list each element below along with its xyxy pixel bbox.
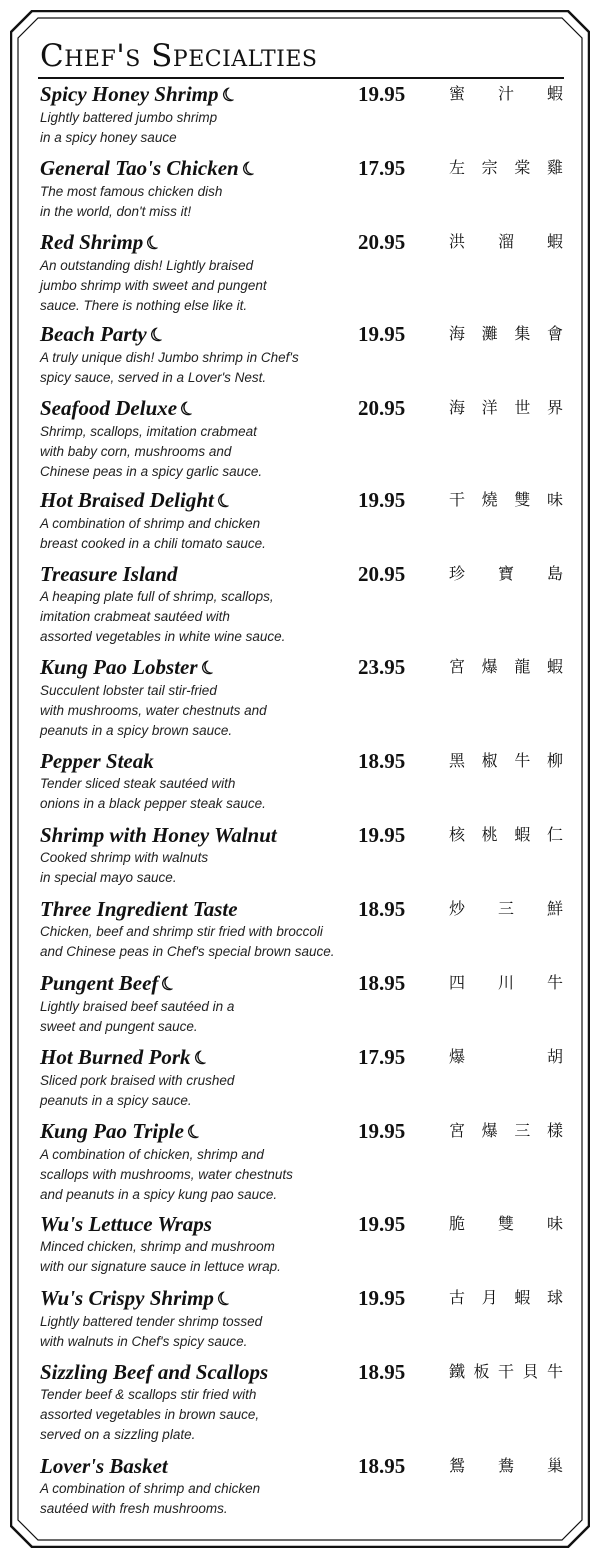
item-price: 19.95 — [358, 82, 406, 106]
chinese-character: 寶 — [497, 564, 514, 583]
item-price: 18.95 — [358, 749, 406, 773]
item-price: 17.95 — [358, 156, 406, 180]
chinese-character: 海 — [449, 398, 466, 417]
chinese-character: 海 — [449, 324, 466, 343]
item-name-text: Kung Pao Triple — [40, 1119, 184, 1143]
item-chinese-name — [449, 82, 563, 106]
item-description: Chicken, beef and shrimp stir fried with broccoli and Chinese peas in Chef's special brown sauce. — [40, 924, 335, 959]
chinese-character: 貝 — [522, 1362, 539, 1381]
chinese-character: 集 — [514, 324, 531, 343]
item-chinese-name — [449, 1212, 563, 1236]
chinese-character: 月 — [481, 1288, 498, 1307]
item-chinese-name — [449, 971, 563, 995]
chinese-character: 鮮 — [546, 899, 563, 918]
chinese-character: 左 — [449, 158, 466, 177]
chinese-character: 雙 — [497, 1214, 514, 1233]
chinese-character: 古 — [449, 1288, 466, 1307]
chinese-character: 胡 — [546, 1047, 563, 1066]
menu-item — [40, 562, 570, 647]
menu-item — [40, 82, 570, 148]
item-description: A combination of shrimp and chicken sautéed with fresh mushrooms. — [40, 1481, 261, 1516]
item-chinese-name — [449, 1454, 563, 1478]
chinese-character: 灘 — [481, 324, 498, 343]
item-name-text: Hot Burned Pork — [40, 1045, 191, 1069]
chinese-character: 牛 — [546, 973, 563, 992]
chinese-character: 川 — [497, 973, 514, 992]
title-divider — [38, 77, 564, 79]
chinese-character: 黑 — [449, 751, 466, 770]
item-chinese-name — [449, 1119, 563, 1143]
chili-pepper-icon: ☾ — [177, 396, 200, 422]
chinese-character: 洪 — [449, 232, 466, 251]
chinese-character: 樣 — [546, 1121, 563, 1140]
item-name-text: Spicy Honey Shrimp — [40, 82, 219, 106]
chinese-character: 島 — [546, 564, 563, 583]
menu-item — [40, 230, 570, 316]
chinese-character: 三 — [497, 899, 514, 918]
chinese-character: 宮 — [449, 657, 466, 676]
item-description: Lightly braised beef sautéed in a sweet and pungent sauce. — [40, 999, 235, 1034]
item-price: 19.95 — [358, 823, 406, 847]
item-chinese-name — [449, 562, 563, 586]
menu-item — [40, 971, 570, 1037]
chinese-character: 爆 — [449, 1047, 466, 1066]
chinese-character: 鴦 — [497, 1456, 514, 1475]
item-description: Tender beef & scallops stir fried with assorted vegetables in brown sauce, served on a sizzling plate. — [40, 1387, 260, 1442]
chinese-character: 椒 — [481, 751, 498, 770]
chinese-character: 雞 — [546, 158, 563, 177]
item-description: Shrimp, scallops, imitation crabmeat with baby corn, mushrooms and Chinese peas in a spicy garlic sauce. — [40, 424, 263, 479]
chinese-character: 四 — [449, 973, 466, 992]
chinese-character: 巢 — [546, 1456, 563, 1475]
item-price: 20.95 — [358, 230, 406, 254]
chinese-character: 蝦 — [546, 657, 563, 676]
item-chinese-name — [449, 1045, 563, 1069]
menu-item — [40, 1360, 570, 1445]
menu-item — [40, 1454, 570, 1519]
chinese-character: 柳 — [546, 751, 563, 770]
chinese-character: 仁 — [546, 825, 563, 844]
chinese-character: 汁 — [497, 84, 514, 103]
chinese-character: 牛 — [546, 1362, 563, 1381]
item-name-text: Lover's Basket — [40, 1454, 168, 1478]
chili-pepper-icon: ☾ — [213, 1286, 236, 1312]
item-chinese-name — [449, 655, 563, 679]
menu-item — [40, 897, 570, 962]
chinese-character: 珍 — [449, 564, 466, 583]
menu-item — [40, 1212, 570, 1277]
chinese-character: 龍 — [514, 657, 531, 676]
item-description: Minced chicken, shrimp and mushroom with our signature sauce in lettuce wrap. — [40, 1239, 281, 1274]
chinese-character: 核 — [449, 825, 466, 844]
item-description: A combination of chicken, shrimp and scallops with mushrooms, water chestnuts and peanuts in a spicy kung pao sauce. — [40, 1147, 293, 1202]
chinese-character: 蝦 — [546, 84, 563, 103]
chinese-character: 溜 — [497, 232, 514, 251]
item-chinese-name — [449, 1286, 563, 1310]
chili-pepper-icon: ☾ — [146, 322, 169, 348]
item-chinese-name — [449, 156, 563, 180]
chili-pepper-icon: ☾ — [218, 82, 241, 108]
item-description: A combination of shrimp and chicken breast cooked in a chili tomato sauce. — [40, 516, 266, 551]
item-price: 19.95 — [358, 1119, 406, 1143]
chinese-character: 洋 — [481, 398, 498, 417]
item-price: 19.95 — [358, 1286, 406, 1310]
chili-pepper-icon: ☾ — [190, 1045, 213, 1071]
chinese-character: 鐵 — [449, 1362, 466, 1381]
chinese-character: 蝦 — [514, 1288, 531, 1307]
item-price: 18.95 — [358, 1454, 406, 1478]
item-description: A truly unique dish! Jumbo shrimp in Chef's spicy sauce, served in a Lover's Nest. — [40, 350, 299, 385]
item-name-text: Hot Braised Delight — [40, 488, 214, 512]
chinese-character: 蝦 — [546, 232, 563, 251]
chinese-character: 味 — [546, 490, 563, 509]
item-price: 18.95 — [358, 1360, 406, 1384]
chinese-character: 會 — [546, 324, 563, 343]
item-name-text: Red Shrimp — [40, 230, 144, 254]
menu-item — [40, 1045, 570, 1111]
chili-pepper-icon: ☾ — [197, 655, 220, 681]
item-description: Cooked shrimp with walnuts in special mayo sauce. — [40, 850, 209, 885]
chinese-character: 蝦 — [514, 825, 531, 844]
item-price: 17.95 — [358, 1045, 406, 1069]
menu-item — [40, 1119, 570, 1205]
item-price: 18.95 — [358, 897, 406, 921]
item-name-text: Kung Pao Lobster — [40, 655, 198, 679]
menu-item — [40, 396, 570, 482]
item-name-text: Seafood Deluxe — [40, 396, 178, 420]
chinese-character: 宮 — [449, 1121, 466, 1140]
chinese-character: 界 — [546, 398, 563, 417]
item-chinese-name — [449, 488, 563, 512]
menu-item — [40, 749, 570, 814]
item-price: 18.95 — [358, 971, 406, 995]
item-description: An outstanding dish! Lightly braised jumbo shrimp with sweet and pungent sauce. There is nothing else like it. — [40, 258, 267, 313]
item-name-text: Treasure Island — [40, 562, 178, 586]
item-name-text: Pepper Steak — [40, 749, 154, 773]
chili-pepper-icon: ☾ — [183, 1119, 206, 1145]
item-name-text: Shrimp with Honey Walnut — [40, 823, 277, 847]
item-chinese-name — [449, 749, 563, 773]
section-title: Chef's Specialties — [40, 38, 318, 74]
item-name-text: General Tao's Chicken — [40, 156, 239, 180]
item-name-text: Wu's Crispy Shrimp — [40, 1286, 214, 1310]
menu-item — [40, 1286, 570, 1352]
menu-item — [40, 156, 570, 222]
item-name-text: Pungent Beef — [40, 971, 159, 995]
chinese-character: 板 — [473, 1362, 490, 1381]
item-description: Lightly battered jumbo shrimp in a spicy honey sauce — [40, 110, 218, 145]
chili-pepper-icon: ☾ — [213, 488, 236, 514]
item-name-text: Three Ingredient Taste — [40, 897, 238, 921]
item-description: Succulent lobster tail stir-fried with mushrooms, water chestnuts and peanuts in a spicy brown sauce. — [40, 683, 267, 738]
chinese-character: 蜜 — [449, 84, 466, 103]
chinese-character: 球 — [546, 1288, 563, 1307]
chinese-character: 干 — [497, 1362, 514, 1381]
item-name-text: Beach Party — [40, 322, 147, 346]
chinese-character: 爆 — [481, 657, 498, 676]
chinese-character: 鴛 — [449, 1456, 466, 1475]
item-chinese-name — [449, 322, 563, 346]
item-price: 20.95 — [358, 562, 406, 586]
chinese-character: 雙 — [514, 490, 531, 509]
chili-pepper-icon: ☾ — [143, 230, 166, 256]
item-chinese-name — [449, 396, 563, 420]
chinese-character: 棠 — [514, 158, 531, 177]
chinese-character: 宗 — [481, 158, 498, 177]
item-price: 19.95 — [358, 488, 406, 512]
item-description: A heaping plate full of shrimp, scallops, imitation crabmeat sautéed with assorted vegetables in white wine sauce. — [40, 589, 286, 644]
item-price: 20.95 — [358, 396, 406, 420]
chinese-character: 炒 — [449, 899, 466, 918]
item-price: 19.95 — [358, 322, 406, 346]
menu-item — [40, 322, 570, 388]
menu-item — [40, 488, 570, 554]
item-description: Sliced pork braised with crushed peanuts in a spicy sauce. — [40, 1073, 235, 1108]
chinese-character: 牛 — [514, 751, 531, 770]
item-name-text: Wu's Lettuce Wraps — [40, 1212, 212, 1236]
item-price: 19.95 — [358, 1212, 406, 1236]
chinese-character: 世 — [514, 398, 531, 417]
item-chinese-name — [449, 823, 563, 847]
item-chinese-name — [449, 230, 563, 254]
chinese-character: 桃 — [481, 825, 498, 844]
menu-item — [40, 655, 570, 741]
chinese-character: 爆 — [481, 1121, 498, 1140]
item-description: Lightly battered tender shrimp tossed with walnuts in Chef's spicy sauce. — [40, 1314, 263, 1349]
chinese-character: 三 — [514, 1121, 531, 1140]
chinese-character: 味 — [546, 1214, 563, 1233]
chinese-character: 干 — [449, 490, 466, 509]
item-price: 23.95 — [358, 655, 406, 679]
chili-pepper-icon: ☾ — [238, 156, 261, 182]
item-description: Tender sliced steak sautéed with onions in a black pepper steak sauce. — [40, 776, 266, 811]
item-description: The most famous chicken dish in the world, don't miss it! — [40, 184, 223, 219]
chinese-character: 脆 — [449, 1214, 466, 1233]
item-name-text: Sizzling Beef and Scallops — [40, 1360, 269, 1384]
item-chinese-name — [449, 897, 563, 921]
menu-item — [40, 823, 570, 888]
item-chinese-name — [449, 1360, 563, 1384]
chili-pepper-icon: ☾ — [158, 971, 181, 997]
chinese-character: 燒 — [481, 490, 498, 509]
